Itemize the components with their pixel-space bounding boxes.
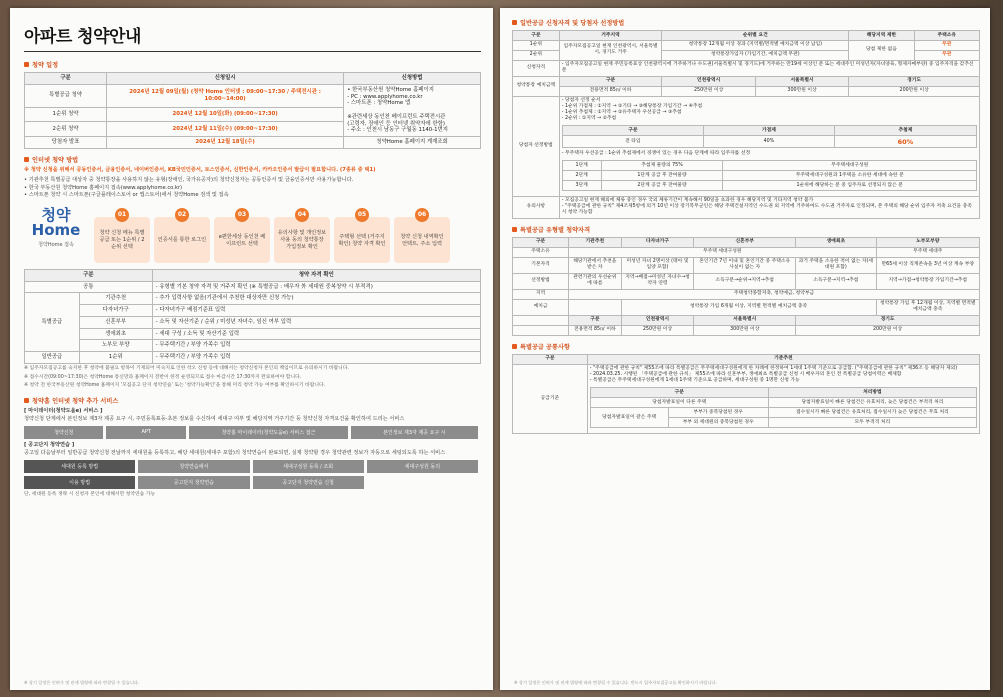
step-number: 02 <box>175 208 189 222</box>
common-heading: 특별공급 공통사항 <box>512 342 980 351</box>
row-text: 모두 부적격 처리 <box>768 418 976 428</box>
qualification-heading: 일반공급 신청자격 및 당첨자 선정방법 <box>512 18 980 27</box>
table-header: 경기도 <box>849 76 980 86</box>
table-header: 구분 <box>562 126 703 136</box>
row-text: - 다자녀가구 배점기준표 입력 <box>152 305 480 317</box>
apply-steps <box>24 205 481 263</box>
schedule-date: 2024년 12월 10일(화) (09:00~17:30) <box>107 107 344 122</box>
flow-step: 세대구성원 등록 / 조회 <box>253 460 364 473</box>
table-row <box>25 84 481 107</box>
table-header: 기준추천 <box>587 354 979 364</box>
schedule-table <box>24 72 481 149</box>
step-text: 인증서를 통한 로그인 <box>154 217 210 263</box>
row-label: 선정방법 <box>513 273 569 289</box>
row-label: 공급기준 <box>513 364 588 433</box>
row-text: 200만원 이상 <box>849 86 980 96</box>
bullet-icon <box>512 227 517 232</box>
row-label: 1순위 <box>513 40 560 50</box>
flow-step: APT <box>106 426 185 439</box>
table-header: 기관추천 <box>569 237 622 247</box>
applyhome-logo <box>24 205 88 248</box>
table-row <box>513 40 980 50</box>
row-text: 무관 <box>914 50 979 60</box>
right-page <box>500 8 990 690</box>
flow-step: 공고단지 청약연습 <box>138 476 249 489</box>
row-text: 지역→배점→미성년 자녀수→청약자 연령 <box>621 273 694 289</box>
row-text: 청약통장 가입 6개월 이상, 지역별 면적별 예치금액 충족 <box>621 299 876 315</box>
table-header: 구분 <box>590 388 768 398</box>
table-row <box>513 273 980 289</box>
table-header: 신청방법 <box>344 73 481 85</box>
step-item <box>274 208 330 263</box>
flow-row <box>24 426 481 439</box>
row-text: 입주자모집공고일 현재 인천광역시, 서울특별시, 경기도 거주 <box>559 40 662 60</box>
table-header: 신혼부부 <box>694 237 796 247</box>
table-header: 생애최초 <box>796 237 876 247</box>
schedule-type: 당첨자 발표 <box>25 137 107 149</box>
row-label: 1단계 <box>562 161 601 171</box>
row-label <box>513 315 569 325</box>
row-text: 250만원 이상 <box>621 325 694 335</box>
table-header: 주택소유 <box>914 31 979 41</box>
table-row <box>513 76 980 86</box>
left-page <box>10 8 493 690</box>
row-text: 전용면적 85㎡ 이하 <box>569 325 622 335</box>
table-row <box>513 96 980 196</box>
row-label: 2단계 <box>562 171 601 181</box>
table-header: 구분 <box>513 354 588 364</box>
row-text: 300만원 이상 <box>755 86 848 96</box>
table-header: 다자녀가구 <box>621 237 694 247</box>
row-text: 혼인기간 7년 이내 및 혼인기간 중 주택소유 사실이 없는 자 <box>694 257 796 273</box>
step-item <box>394 208 450 263</box>
row-text: 접수일시가 빠른 당첨건은 유효처리, 접수일시가 늦은 당첨건은 무효 처리 <box>768 408 976 418</box>
row-label: 신청자격 <box>513 60 560 76</box>
row-sublabel: 노부모 부양 <box>79 340 152 352</box>
row-label: 지역 <box>513 289 569 299</box>
table-row <box>25 340 481 352</box>
eligibility-table <box>24 269 481 364</box>
row-text: 추첨제 물량의 75% <box>601 161 723 171</box>
common-text: - "주택공급에 관한 규칙" 제55조에 따라 특별공급은 무주택세대구성원에게 한 차례에 한정하여 1세대 1주택 기준으로 공급함. ("주택공급에 관한 규칙" 제36조 등 해당자 제외) - 2024.03.25. 시행된 「주택공급에 관한 규칙」 제55조에 따라 신혼부부, 생애최초 특별공급 신청 시 배우자의 혼인 전 특별공급 당첨이력은 배제함 - 특별공급은 무주택세대구성원에게 1세대 1주택 기준으로 공급하며, 세대구성원 중 1명만 신청 가능 <box>589 366 958 384</box>
extra-desc: 청약신청 단계에서 본인정보 제3자 제공 요구 시, 주민등록표등·초본 정보를 수신하여 세대구 여부 및 해당지역 거주기간 등 청약신청 자격요건을 확인하여 드리는 서비스 <box>24 415 405 422</box>
page-footer: ※ 상기 일정은 인허가 및 관계 법령에 따라 변경될 수 있습니다. <box>24 680 140 685</box>
row-text: 300만원 이상 <box>694 325 796 335</box>
row-text: 전용면적 85㎡ 이하 <box>559 86 662 96</box>
row-text: 무주택 세대구성원 <box>569 247 877 257</box>
table-row <box>513 257 980 273</box>
ratio-table <box>562 125 977 148</box>
row-label <box>513 325 569 335</box>
bullet-icon <box>512 20 517 25</box>
flow-step: 공고단지 청약연습 신청 <box>253 476 364 489</box>
bullet-icon <box>24 157 29 162</box>
schedule-type: 특별공급 청약 <box>25 84 107 107</box>
step-item <box>214 208 270 263</box>
row-label: 예치금 <box>513 299 569 315</box>
table-row <box>513 60 980 76</box>
table-header: 가점제 <box>704 126 835 136</box>
row-label: 3단계 <box>562 181 601 191</box>
table-row <box>513 289 980 299</box>
common-table <box>512 354 980 434</box>
step-number: 04 <box>295 208 309 222</box>
table-header: 거주지역 <box>559 31 662 41</box>
row-label: 주택소유 <box>513 247 569 257</box>
table-header: 구분 <box>513 31 560 41</box>
row-label: 기본자격 <box>513 257 569 273</box>
table-header: 추첨제 <box>834 126 976 136</box>
step-item <box>94 208 150 263</box>
duplicate-table <box>590 387 977 428</box>
step-item <box>334 208 390 263</box>
table-header: 구분 <box>559 76 662 86</box>
extra-desc: 공고일 다음날부터 일반공급 청약신청 전날까지 세대원을 등록하고, 해당 세대원(세대주 포함)의 청약연습이 완료되면, 실제 청약할 경우 청약관련 정보가 자동으로 세팅되도록 하는 서비스 <box>24 449 446 456</box>
note: ※ 청약 전 한국부동산원 청약Home 홈페이지 '모집공고 단지 청약연습' 또는 '청약가능확인'을 통해 미리 청약 가능 여부를 확인하시기 바랍니다. <box>24 383 326 389</box>
table-row <box>25 328 481 340</box>
bullet-icon <box>24 62 29 67</box>
logo-caption: 청약Home 접속 <box>38 241 74 248</box>
note: 단, 세대원 등록 생략 시 신청자 본인에 대해서만 청약연습 가능 <box>24 492 156 498</box>
table-header: 순위별 요건 <box>662 31 849 41</box>
row-text: - 입주자모집공고일 현재 주민등록표상 인천광역시에 거주하거나 수도권(서울특별시 및 경기도)에 거주하는 만19세 이상인 분 또는 세대주인 미성년자(자녀양육, 형제자매부양) 중 입주자격을 갖추신 분 <box>559 60 979 76</box>
flow-step: 청약연습에서 <box>138 460 249 473</box>
table-row <box>513 299 980 315</box>
row-text: 200만원 이상 <box>796 325 980 335</box>
row-text: 2단계 공급 후 잔여물량 <box>601 181 723 191</box>
row-sublabel: 다자녀가구 <box>79 305 152 317</box>
qualification-table <box>512 30 980 219</box>
row-text: 무주택세대구성원과 1주택을 소유한 세대에 속한 분 <box>723 171 977 181</box>
step-number: 05 <box>355 208 369 222</box>
row-label: 일반공급 <box>25 352 80 364</box>
note: ※ 접수시간(09:00~17:30)은 청약Home 통신망과 홈페이지 전반이 한정 운영되므로 접수 마감시간 17:30까지 완료하여야 합니다. <box>24 374 302 380</box>
ratio-note: - 무주택자 우선공급 : 1순위 추첨제에서 경쟁이 있는 경우 다음 단계에 따라 입주자를 선정 <box>561 151 751 157</box>
row-sublabel: 생애최초 <box>79 328 152 340</box>
table-row <box>25 293 481 305</box>
extra-subheading: [ 마이데이터(청약도움e) 서비스 ] <box>24 407 103 414</box>
internet-heading: 인터넷 청약 방법 <box>24 155 481 164</box>
row-text: 전 타입 <box>562 136 703 148</box>
row-text: 과거 주택을 소유한 적이 없는 자(세대원 포함) <box>796 257 876 273</box>
row-label: 유의사항 <box>513 196 560 218</box>
step-number: 01 <box>115 208 129 222</box>
table-row <box>25 316 481 328</box>
row-text: 250만원 이상 <box>662 86 755 96</box>
row-sublabel: 신혼부부 <box>79 316 152 328</box>
table-row <box>513 315 980 325</box>
row-text: 청약통장가입자 (가입기간, 예치금액 무관) <box>662 50 849 60</box>
table-row <box>25 281 481 293</box>
row-text: 만65세 이상 직계존속을 3년 이상 계속 부양 <box>876 257 979 273</box>
selection-cell <box>559 96 979 196</box>
row-text: - 무주택기간 / 부양 가족수 입력 <box>152 340 480 352</box>
table-row <box>25 352 481 364</box>
table-header: 신청일시 <box>107 73 344 85</box>
table-row <box>513 325 980 335</box>
step-item <box>154 208 210 263</box>
table-row <box>25 137 481 149</box>
row-text: 소득구분→순위→지역→추첨 <box>694 273 796 289</box>
row-text: 무관 <box>914 40 979 50</box>
step-text: e편한세상 동인천 베이프런트 선택 <box>214 217 270 263</box>
internet-line: • 한국 부동산원 청약Home 홈페이지 접속(www.applyhome.co.kr) <box>24 184 183 191</box>
table-header: 서울특별시 <box>755 76 848 86</box>
schedule-date: 2024년 12월 11일(수) (09:00~17:30) <box>107 122 344 137</box>
flow-step: 세대원 등록 방법 <box>24 460 135 473</box>
row-text: 1순위에 해당하는 분 중 입주자로 선정되지 않은 분 <box>723 181 977 191</box>
row-text: 무주택 세대주 <box>876 247 979 257</box>
page-title: 아파트 청약안내 <box>24 27 141 47</box>
logo-mark: 청약Home <box>31 205 81 239</box>
flow-step: 청약홈 마이데이터(청약도움e) 서비스 접근 <box>189 426 348 439</box>
row-text: - 모집공고일 현재 해외에 체류 중인 경우 국외 체류기간이 계속해서 90일을 초과한 경우 해당지역 및 기타지역 청약 불가 - "주택공급에 관한 규칙" 제4조제5항에 의거 10년 이상 장기복무군인은 해당 주택건설지역인 수도권 외 지역에 거주하여도 수도권 거주자로 인정되며, 본 주택의 해당 순위 입주자 저축 요건을 충족 시 청약 가능함 <box>559 196 979 218</box>
table-header: 경기도 <box>796 315 980 325</box>
table-header: 구분 <box>513 237 569 247</box>
step-text: 청약 신청 내역확인 언택트, 주소 입력 <box>394 217 450 263</box>
row-label: 공통 <box>25 281 153 293</box>
table-header: 구분 <box>569 315 622 325</box>
schedule-date: 2024년 12월 18일(수) <box>107 137 344 149</box>
row-label: 2순위 <box>513 50 560 60</box>
extra-subheading: [ 공고단지 청약연습 ] <box>24 442 75 449</box>
row-text: - 무주택기간 / 부양 가족수 입력 <box>152 352 480 364</box>
flow-step: 청약신청 <box>24 426 103 439</box>
row-text: 청약통장 12개월 이상 경과 (지역별/면적별 예치금액 이상 납입) <box>662 40 849 50</box>
row-text: - 추가 입력사항 없음(기관에서 추천한 대상자만 신청 가능) <box>152 293 480 305</box>
row-label: 당첨자 선정방법 <box>513 96 560 196</box>
row-text: 지역→가점→청약통장 가입기간→추첨 <box>876 273 979 289</box>
schedule-type: 1순위 청약 <box>25 107 107 122</box>
schedule-date: 2024년 12월 09일(월) (청약 Home 인터넷 : 09:00~17:30 / 주택전시관 : 10:00~14:00) <box>107 84 344 107</box>
row-text: 미성년 자녀 2명이상 (태아 및 입양 포함) <box>621 257 694 273</box>
row-label: 부부가 중복당첨된 경우 <box>668 408 768 418</box>
flow-step: 세대구성원 동의 <box>367 460 478 473</box>
row-text: 청약통장 가입 후 12개월 이상, 지역별 면적별 예치금액 충족 <box>876 299 979 315</box>
step-number: 03 <box>235 208 249 222</box>
note: ※ 입주자모집공고를 숙지한 후 청약에 불필요 항목이 기재되어 미숙지로 인한 착오 신청 등에 대해서는 청약신청자 본인의 책임이므로 유의하시기 바랍니다. <box>24 365 349 371</box>
flow-row <box>24 460 481 473</box>
flow-step: 본인정보 제3자 제공 요구 시 <box>351 426 478 439</box>
special-heading: 특별공급 유형별 청약자격 <box>512 225 980 234</box>
row-sublabel: 기관추천 <box>79 293 152 305</box>
title-divider <box>24 51 481 52</box>
step-text: 청약 신청 메뉴 특별공급 또는 1순위 / 2순위 선택 <box>94 217 150 263</box>
internet-warning: ※ 청약 신청을 위해서 공동인증서, 금융인증서, 네이버인증서, KB국민인증서, 토스인증서, 신한인증서, 카카오인증서 발급이 필요합니다. (7종류 중 택1) <box>24 166 376 173</box>
table-header: 처리방법 <box>768 388 976 398</box>
schedule-heading: 청약 일정 <box>24 60 481 69</box>
row-text: - 유형별 기본 청약 자격 및 거주지 확인 (※ 특별공급 : 배우자 外 세대원 중복청약 시 부적격) <box>152 281 480 293</box>
table-header: 구분 <box>25 73 107 85</box>
flow-step: 이용 방법 <box>24 476 135 489</box>
internet-line: • 기관추천 특별공급 대상자 중 청약통장을 사용하지 않는 유형(장애인, 국가유공자)의 청약신청자는 공동인증서 및 금융인증서만 사용가능합니다. <box>24 177 354 184</box>
row-text: 무주택세대구성원 <box>723 161 977 171</box>
flow-row <box>24 476 481 489</box>
schedule-method: • 한국부동산원 청약Home 홈페이지 - PC : www.applyhome.co.kr - 스마트폰 : 청약Home 앱 ※관련세상 동인천 베이프런트 주택전시관 (고령자, 장애인 등 인터넷 취약자에 한함) - 주소 : 인천시 남동구 구월동 1140-1번지 <box>344 84 481 136</box>
row-sublabel: 1순위 <box>79 352 152 364</box>
row-label: 당첨자발표일이 다른 주택 <box>590 398 768 408</box>
step-number: 06 <box>415 208 429 222</box>
table-header: 인천광역시 <box>621 315 694 325</box>
common-cell <box>587 364 979 433</box>
selection-text: - 당첨자 선정 순서 - 1순위 가점제 : ①지역 → ②기타 → ③해당통장 가입기간 → ④추첨 - 1순위 추첨제 : ①지역 → ②유주택자 우선공급 → ③추첨 - 2순위 : ①지역 → ②추첨 <box>561 98 703 122</box>
table-row <box>513 364 980 433</box>
table-header: 청약 자격 확인 <box>152 269 480 281</box>
row-text <box>569 299 622 315</box>
step-table <box>562 160 977 191</box>
step-text: 유의사항 및 개인정보사용 동의 청약통장 가입정보 확인 <box>274 217 330 263</box>
table-row <box>513 247 980 257</box>
schedule-type: 2순위 청약 <box>25 122 107 137</box>
row-text: - 세대 구성 / 소득 및 자산기준 입력 <box>152 328 480 340</box>
row-text: - 소득 및 자산기준 / 순위 / 미성년 자녀수, 임신 여부 입력 <box>152 316 480 328</box>
row-text: 1단계 공급 후 잔여물량 <box>601 171 723 181</box>
table-row <box>513 86 980 96</box>
table-header: 인천광역시 <box>662 76 755 86</box>
row-text: 관련기관의 우선순위에 따름 <box>569 273 622 289</box>
table-header: 구분 <box>25 269 153 281</box>
internet-line: • 스마트폰 청약 시 스마트폰(구글플레이스토어 or 앱스토어)에서 청약Home 검색 및 접속 <box>24 192 229 199</box>
table-header: 서울특별시 <box>694 315 796 325</box>
table-row <box>513 196 980 218</box>
bullet-icon <box>24 398 29 403</box>
row-label: 당첨자발표일이 같은 주택 <box>590 408 668 428</box>
row-text: 40% <box>704 136 835 148</box>
row-text: 소득구분→지역→추첨 <box>796 273 876 289</box>
row-label: 청약통장 예치금액 <box>513 76 560 96</box>
row-label: 부부 외 세대원의 중복당첨된 경우 <box>668 418 768 428</box>
row-text: 해당기관에서 추천을 받은 자 <box>569 257 622 273</box>
row-text: 당첨 제한 없음 <box>849 40 914 60</box>
schedule-method: 청약Home 홈페이지 게재조회 <box>344 137 481 149</box>
row-label: 특별공급 <box>25 293 80 352</box>
table-row <box>25 305 481 317</box>
table-header: 노부모부양 <box>876 237 979 247</box>
page-footer: ※ 상기 일정은 인허가 및 관계 법령에 따라 변경될 수 있습니다. 반드시 입주자모집공고를 확인하시기 바랍니다. <box>514 680 717 685</box>
table-header: 해당지역 제한 <box>849 31 914 41</box>
row-text: 당첨자발표일이 빠른 당첨건은 유효처리, 늦은 당첨건은 부적격 처리 <box>768 398 976 408</box>
step-text: 주택형 선택 (거주지 확인) 청약 자격 확인 <box>334 217 390 263</box>
extra-heading: 청약홈 인터넷 청약 추가 서비스 <box>24 396 481 405</box>
bullet-icon <box>512 344 517 349</box>
special-table <box>512 237 980 336</box>
row-text: 60% <box>834 136 976 148</box>
row-text: 주택청약종합저축, 청약예금, 청약부금 <box>569 289 980 299</box>
